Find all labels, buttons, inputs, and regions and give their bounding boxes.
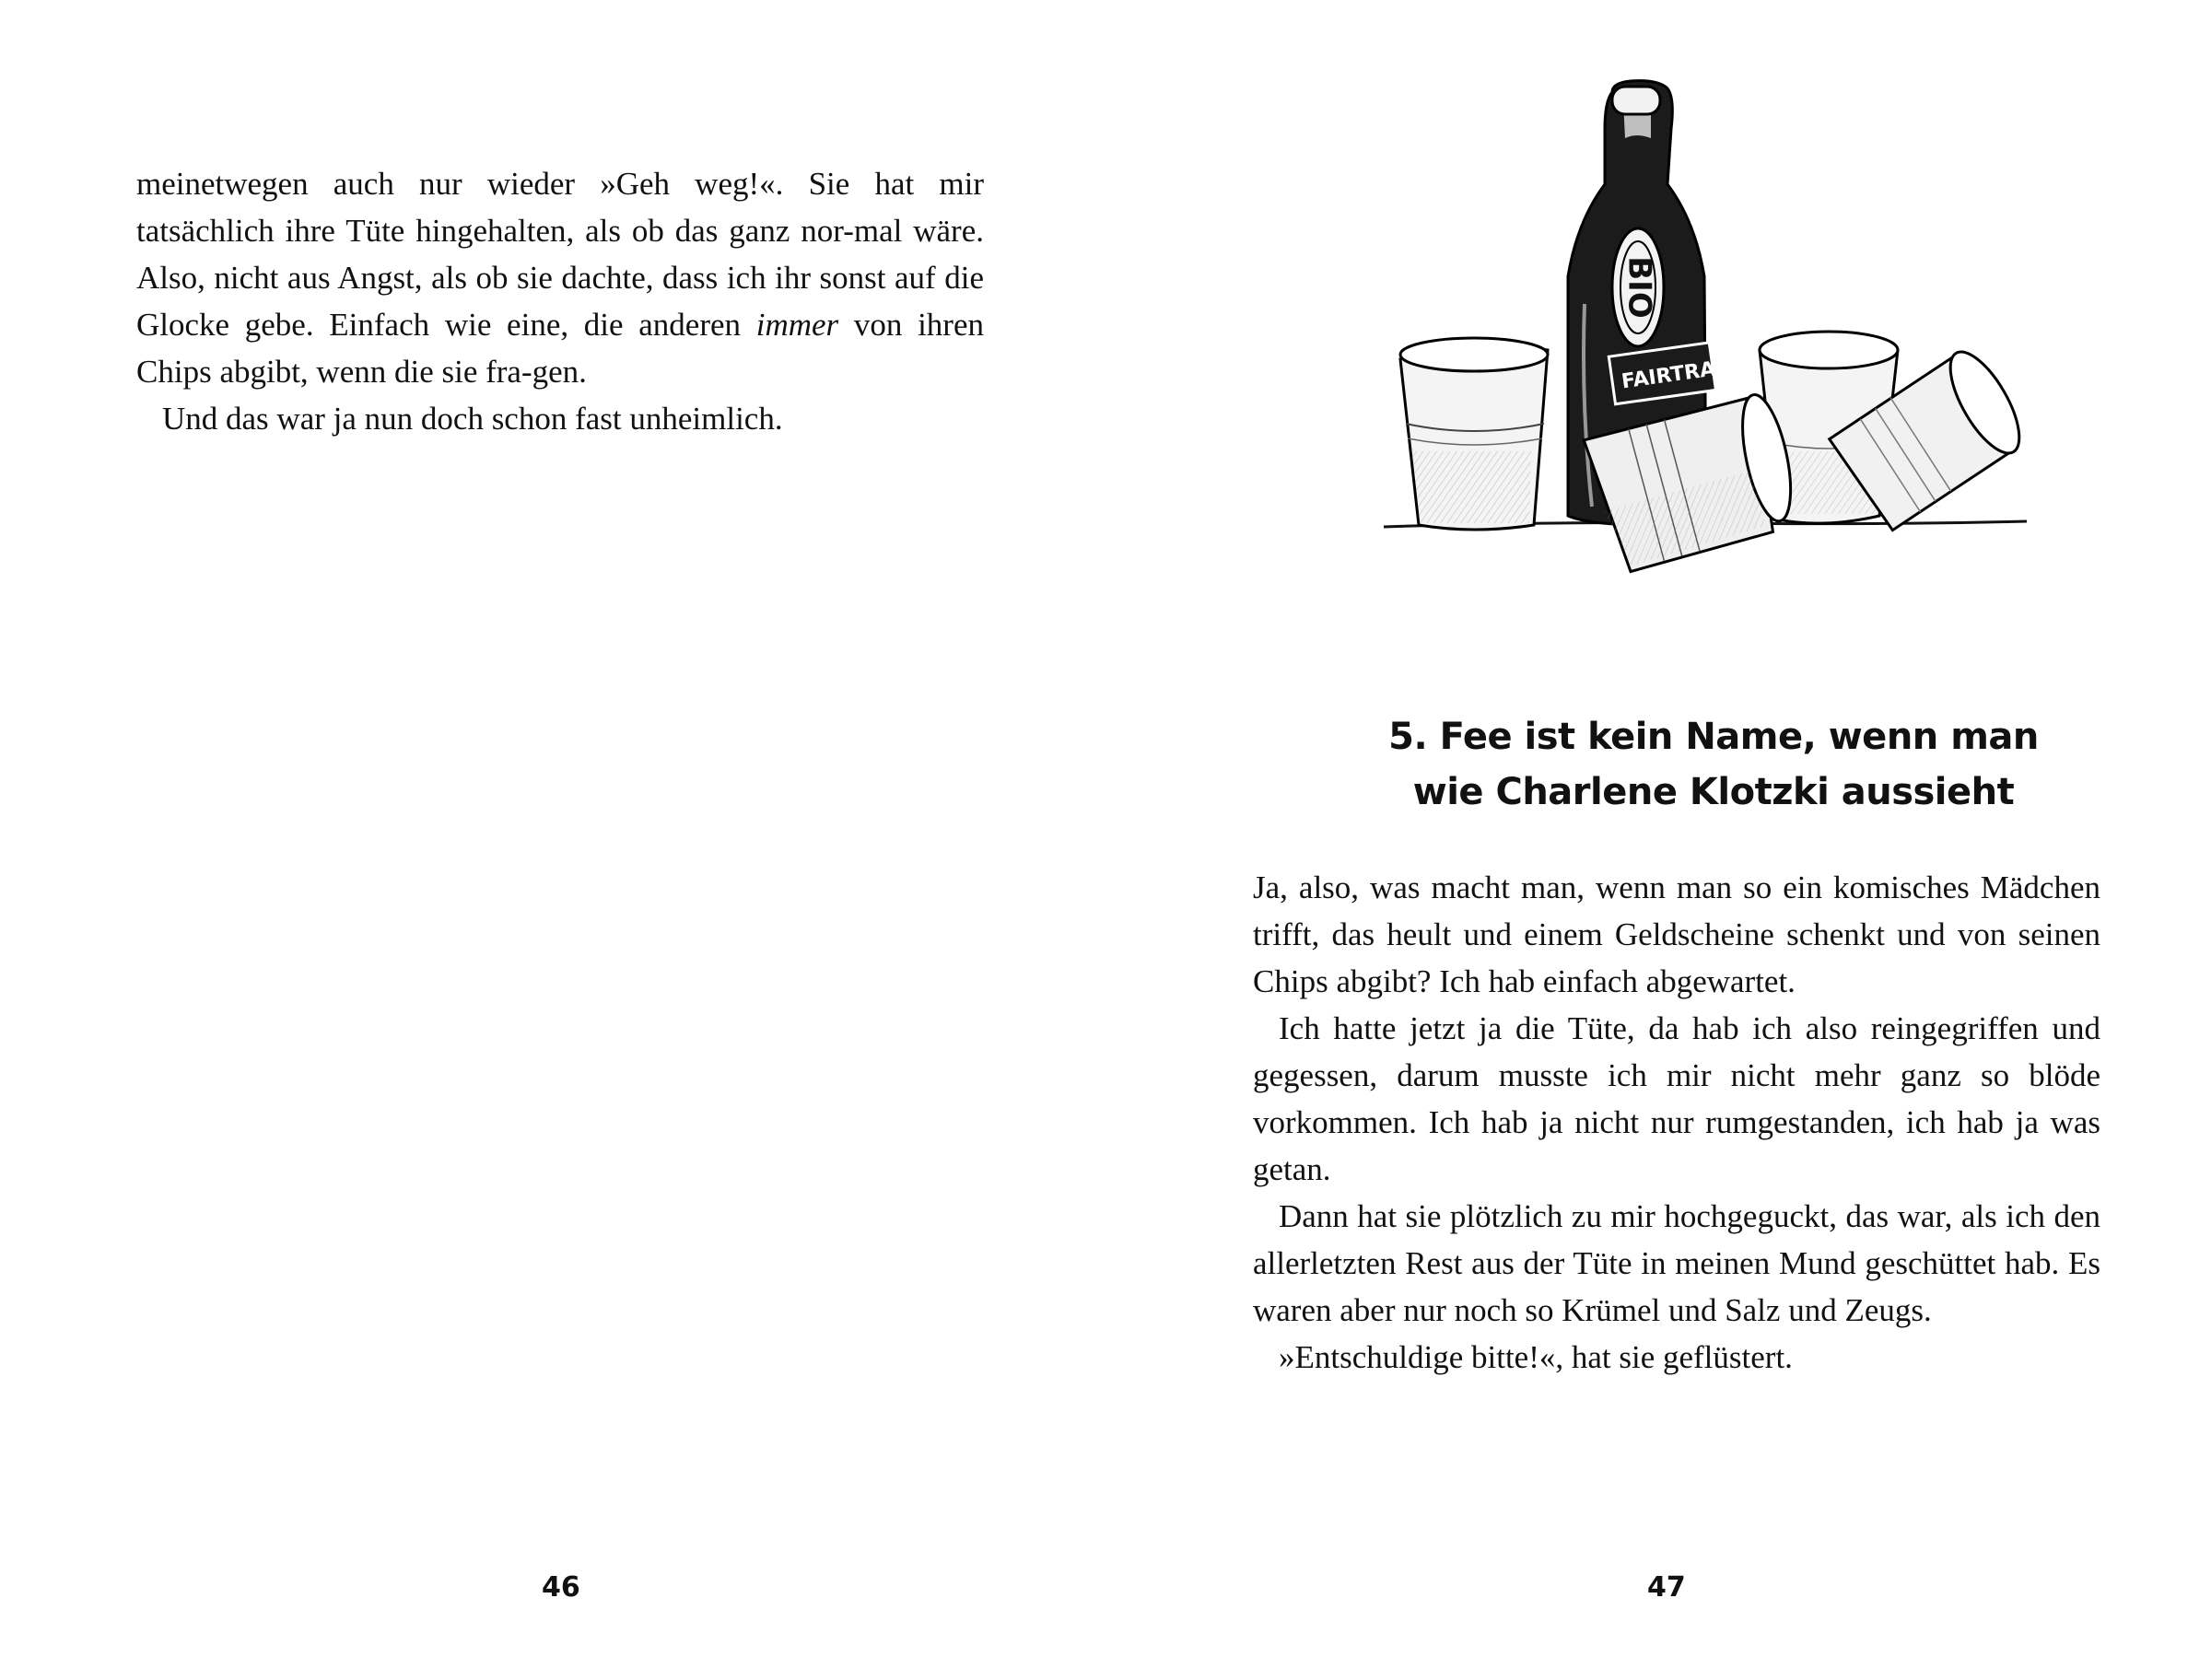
paragraph: Ja, also, was macht man, wenn man so ein komisches Mädchen trifft, das heult und einem Geldscheine schenkt und von seinen Chips abgibt? Ich hab einfach abgewartet. — [1253, 869, 2100, 999]
paragraph-text-post: von ihren Chips abgibt, wenn die sie fra-gen. — [136, 307, 984, 390]
chapter-title — [1336, 709, 2091, 820]
paragraph: »Entschuldige bitte!«, hat sie geflüstert. — [1279, 1339, 1793, 1375]
paragraph: Ich hatte jetzt ja die Tüte, da hab ich also reingegriffen und gegessen, darum musste ich mir nicht mehr ganz so blöde vorkommen. Ich hab ja nicht nur rumgestanden, ich hab ja was getan. — [1253, 1010, 2100, 1187]
chapter-title-line: wie Charlene Klotzki aussieht — [1412, 771, 2015, 813]
emphasis-text: immer — [755, 307, 839, 343]
paragraph — [136, 395, 984, 442]
left-page-text — [136, 160, 984, 442]
right-page — [1106, 0, 2211, 1680]
page-number-right: 47 — [1647, 1571, 1686, 1604]
cup-icon — [1400, 338, 1548, 530]
bottle-label-text: BIO — [1620, 256, 1658, 319]
page-number-left: 46 — [542, 1571, 580, 1604]
chapter-title-line: 5. Fee ist kein Name, wenn man — [1388, 716, 2039, 758]
paragraph — [136, 160, 984, 395]
bottle-and-cups-illustration — [1363, 74, 2045, 589]
bottle-tag-text: FAIRTRA — [1620, 357, 1717, 394]
paragraph-text-pre: anderen — [638, 307, 756, 343]
paragraph-text: meinetwegen auch nur wieder »Geh weg!«. Sie hat mir tatsächlich ihre Tüte hingehalten, als ob das ganz nor-mal wäre. Also, nicht aus Angst, als ob sie dachte, dass ich ihr sonst auf die Glocke gebe. Einfach wie eine, die — [136, 166, 984, 343]
right-page-text — [1253, 864, 2100, 1381]
paragraph: Dann hat sie plötzlich zu mir hochgeguckt, das war, als ich den allerletzten Rest aus der Tüte in meinen Mund geschüttet hab. Es waren aber nur noch so Krümel und Salz und Zeugs. — [1253, 1198, 2100, 1328]
paragraph-text: Und das war ja nun doch schon fast unheimlich. — [162, 401, 783, 437]
